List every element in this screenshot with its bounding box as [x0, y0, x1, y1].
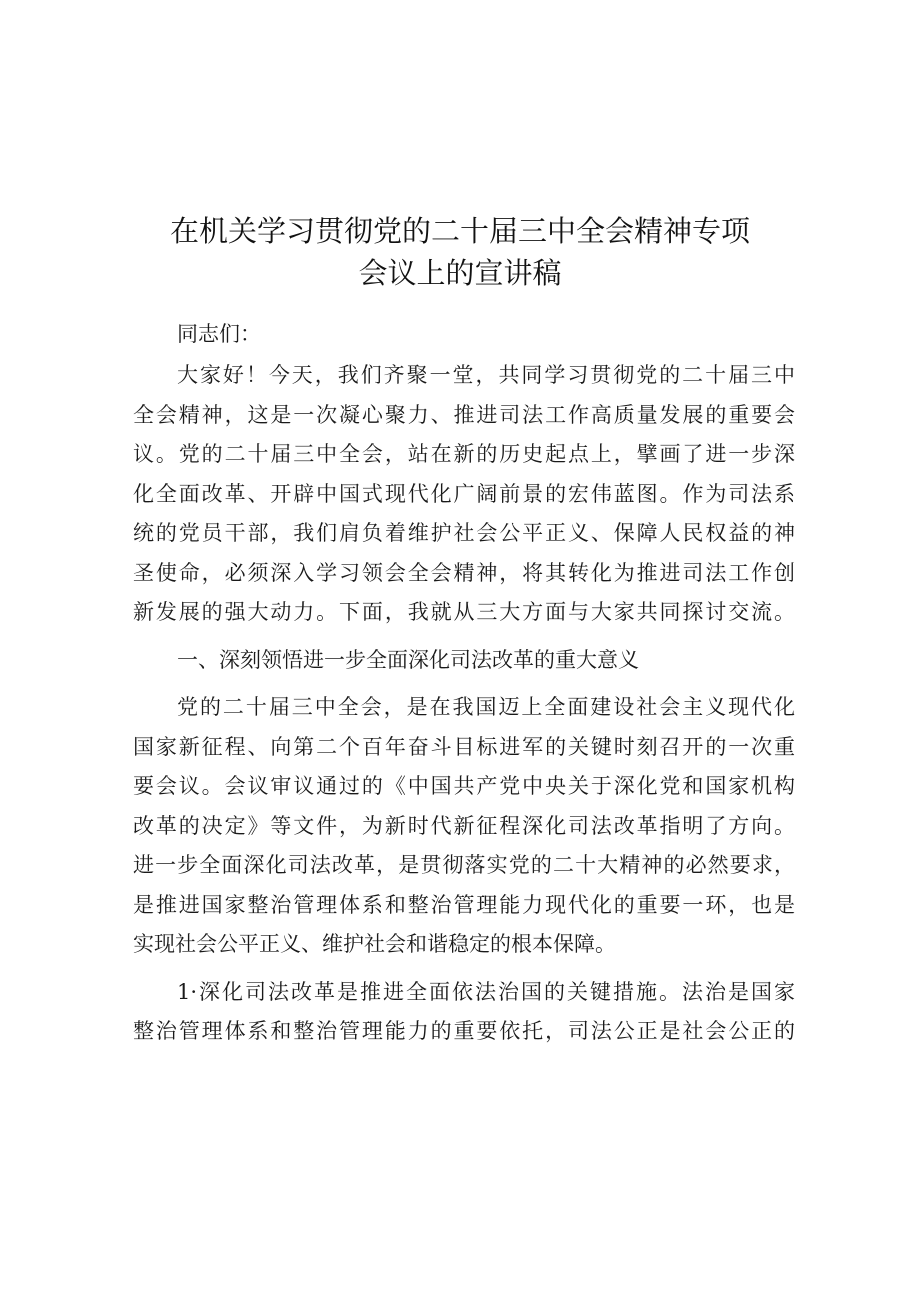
paragraph-line: 化全面改革、开辟中国式现代化广阔前景的宏伟蓝图。作为司法系	[133, 481, 795, 506]
paragraph-line: 进一步全面深化司法改革，是贯彻落实党的二十大精神的必然要求，	[133, 853, 795, 877]
paragraph-line: 议。党的二十届三中全会，站在新的历史起点上，擘画了进一步深	[133, 442, 795, 466]
paragraph-line: 新发展的强大动力。下面，我就从三大方面与大家共同探讨交流。	[133, 600, 795, 624]
paragraph-line: 实现社会公平正义、维护社会和谐稳定的根本保障。	[133, 932, 616, 956]
paragraph-line: 全会精神，这是一次凝心聚力、推进司法工作高质量发展的重要会	[133, 402, 795, 427]
greeting: 同志们：	[177, 322, 261, 346]
paragraph-line: 整治管理体系和整治管理能力的重要依托，司法公正是社会公正的	[133, 1019, 795, 1043]
paragraph-line: 大家好！今天，我们齐聚一堂，共同学习贯彻党的二十届三中	[177, 363, 795, 387]
paragraph-line: 党的二十届三中全会，是在我国迈上全面建设社会主义现代化	[177, 695, 795, 719]
paragraph-line: 改革的决定》等文件，为新时代新征程深化司法改革指明了方向。	[133, 813, 795, 838]
section-heading-1: 一、深刻领悟进一步全面深化司法改革的重大意义	[177, 647, 639, 672]
paragraph-line: 是推进国家整治管理体系和整治管理能力现代化的重要一环，也是	[133, 892, 795, 917]
title-line-2: 会议上的宣讲稿	[358, 256, 562, 290]
paragraph-3	[133, 973, 795, 1052]
paragraph-line: 1·深化司法改革是推进全面依法治国的关键措施。法治是国家	[177, 979, 795, 1004]
paragraph-line: 国家新征程、向第二个百年奋斗目标进军的关键时刻召开的一次重	[133, 734, 795, 759]
paragraph-line: 圣使命，必须深入学习领会全会精神，将其转化为推进司法工作创	[133, 560, 795, 585]
paragraph-1	[133, 356, 795, 633]
paragraph-2	[133, 688, 795, 965]
document-body	[133, 312, 795, 1052]
document-title	[130, 210, 790, 294]
title-line-1: 在机关学习贯彻党的二十届三中全会精神专项	[169, 214, 750, 248]
paragraph-line: 要会议。会议审议通过的《中国共产党中央关于深化党和国家机构	[133, 774, 795, 798]
paragraph-line: 统的党员干部，我们肩负着维护社会公平正义、保障人民权益的神	[133, 521, 795, 545]
